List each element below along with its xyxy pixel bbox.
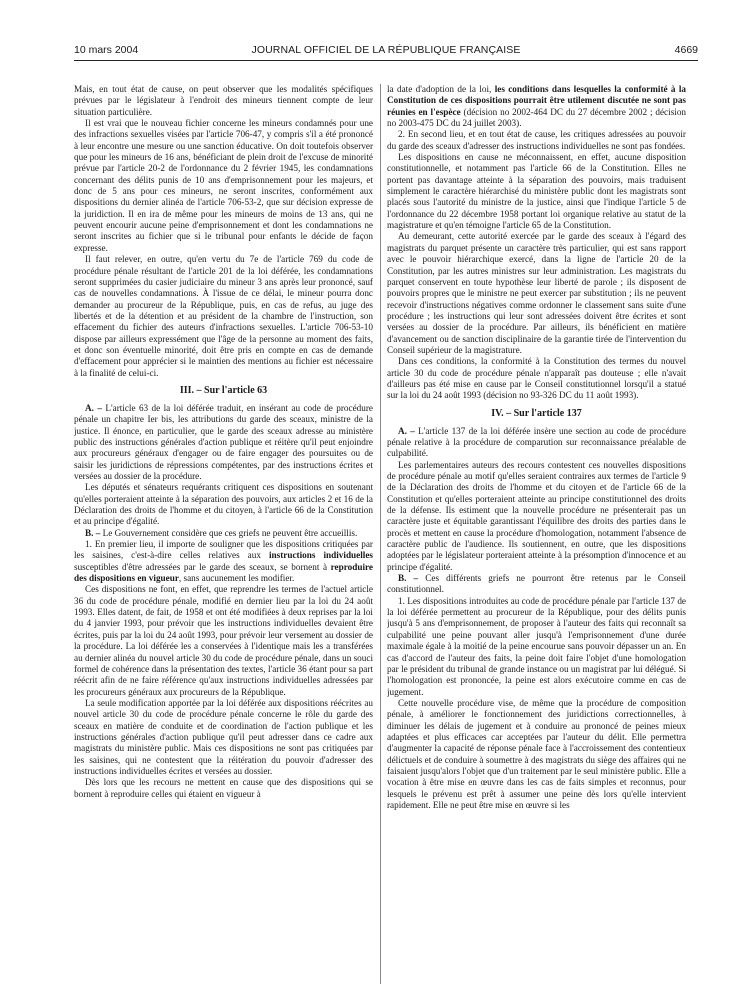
paragraph xyxy=(74,403,373,482)
paragraph-text: (décision no 2002-464 DC du 27 décembre 2002 ; décision no 2003-475 DC du 24 juillet 2003). xyxy=(387,106,686,129)
paragraph-lead: A. – xyxy=(85,402,102,413)
paragraph-lead: B. – xyxy=(398,573,419,584)
paragraph: Les dispositions en cause ne méconnaissent, en effet, aucune disposition constitutionnelle, et notamment pas l'article 66 de la Constitution. Elles ne portent pas davantage atteinte à la séparation des pouvoirs, mais traduisent simplement le caractère hiérarchisé du ministère public dont les magistrats sont placés sous l'autorité du ministre de la justice, ainsi que l'indique l'article 5 de l'ordonnance du 22 décembre 1958 portant loi organique relative au statut de la magistrature et qu'en témoigne l'article 65 de la Constitution. xyxy=(387,152,686,231)
paragraph: Il est vrai que le nouveau fichier concerne les mineurs condamnés pour une des infractions sexuelles visées par l'article 706-47, y compris s'il a été prononcé à leur encontre une mesure ou une sanction éducative. On doit toutefois observer que pour les mineurs de 16 ans, bénéficiant de plein droit de l'excuse de minorité prévue par l'article 20-2 de l'ordonnance du 2 février 1945, les condamnations concernant des délits punis de 10 ans d'emprisonnement pour les majeurs, et donc de 5 ans pour ces mineurs, ne seront inscrites, conformément aux dispositions du dernier alinéa de l'article 706-53-2, que sur décision expresse de la juridiction. Il en ira de même pour les mineurs de moins de 13 ans, qui ne peuvent encourir aucune peine d'emprisonnement et dont les condamnations ne seront inscrites au fichier que si le tribunal pour enfants le décide de façon expresse. xyxy=(74,118,373,253)
paragraph-text: susceptibles d'être adressées par le garde des sceaux, se bornent à xyxy=(74,561,331,572)
paragraph: Dès lors que les recours ne mettent en cause que des dispositions qui se bornent à reproduire celles qui étaient en vigueur à xyxy=(74,777,373,799)
column-divider xyxy=(380,84,381,984)
paragraph: Dans ces conditions, la conformité à la Constitution des termes du nouvel article 30 du code de procédure pénale n'apparaît pas douteuse ; elle n'avait d'ailleurs pas été mise en cause par le Conseil constitutionnel lorsqu'il a statué sur la loi du 24 août 1993 (décision no 93-326 DC du 11 août 1993). xyxy=(387,356,686,401)
paragraph xyxy=(74,528,373,539)
paragraph: 1. Les dispositions introduites au code de procédure pénale par l'article 137 de la loi déférée permettent au procureur de la République, pour des délits punis jusqu'à 5 ans d'emprisonnement, de proposer à l'auteur des faits qui reconnaît sa culpabilité une peine pouvant aller jusqu'à l'emprisonnement d'une durée maximale égale à la moitié de la peine encourue sans pouvoir dépasser un an. En cas d'accord de l'auteur des faits, la peine doit faire l'objet d'une homologation par le président du tribunal de grande instance ou un magistrat par lui délégué. Si l'homologation est prononcée, la peine est alors exécutoire comme en cas de jugement. xyxy=(387,595,686,697)
paragraph-text: Ces différents griefs ne pourront être retenus par le Conseil constitutionnel. xyxy=(387,573,686,595)
paragraph xyxy=(387,84,686,129)
right-column xyxy=(387,84,686,984)
section-heading: IV. – Sur l'article 137 xyxy=(491,407,582,419)
bold-text: instructions individuelles xyxy=(268,550,373,561)
paragraph: Cette nouvelle procédure vise, de même que la procédure de composition pénale, à améliorer le fonctionnement des juridictions correctionnelles, à diminuer les délais de jugement et à conduire au prononcé de peines mieux adaptées et plus efficaces car acceptées par l'auteur du délit. Elle permettra d'augmenter la capacité de réponse pénale face à l'accroissement des contentieux délictuels et de conduire à soumettre à des magistrats du siège des affaires qui ne faisaient jusqu'alors l'objet que d'un traitement par le seul ministère public. Elle a vocation à être mise en œuvre dans les cas de faits simples et reconnus, pour lesquels le prévenu est prêt à assumer une peine dès lors qu'elle intervient rapidement. Elle ne peut être mise en œuvre si les xyxy=(387,697,686,810)
page-number: 4669 xyxy=(674,44,698,56)
paragraph xyxy=(74,539,373,584)
bold-text: reproduire des dispositions en vigueur xyxy=(74,561,373,584)
paragraph-text: , sans aucunement les modifier. xyxy=(178,573,295,584)
page-header xyxy=(74,44,698,58)
journal-title: JOURNAL OFFICIEL DE LA RÉPUBLIQUE FRANÇAISE xyxy=(251,44,521,56)
paragraph: Ces dispositions ne font, en effet, que reprendre les termes de l'actuel article 36 du code de procédure pénale, modifié en dernier lieu par la loi du 24 août 1993. Elles datent, de fait, de 1958 et ont été modifiées à deux reprises par la loi du 4 janvier 1993, pour prévoir que les instructions individuelles devaient être écrites, puis par la loi du 24 août 1993, pour prévoir leur versement au dossier de la procédure. La loi déférée les a conservées à l'identique mais les a transférées au dernier alinéa du nouvel article 30 du code de procédure pénale, dans un souci formel de cohérence dans la présentation des textes, l'article 36 étant pour sa part réécrit afin de ne faire référence qu'aux instructions individuelles adressées par les procureurs généraux aux procureurs de la République. xyxy=(74,584,373,697)
paragraph-text: Le Gouvernement considère que ces griefs ne peuvent être accueillis. xyxy=(100,527,358,538)
paragraph: Mais, en tout état de cause, on peut observer que les modalités spécifiques prévues par le législateur à l'endroit des mineurs tiennent compte de leur situation particulière. xyxy=(74,84,373,117)
paragraph: La seule modification apportée par la loi déférée aux dispositions réécrites au nouvel article 30 du code de procédure pénale concerne le rôle du garde des sceaux en matière de conduite et de coordination de l'action publique et les instructions générales d'action publique qu'il peut adresser dans ce cadre aux magistrats du ministère public. Mais ces dispositions ne sont pas critiquées par les saisines, qui ne contestent que la réitération du pouvoir d'adresser des instructions individuelles écrites et versées au dossier. xyxy=(74,697,373,776)
paragraph-text: la date d'adoption de la loi, xyxy=(387,84,495,94)
paragraph: 2. En second lieu, et en tout état de cause, les critiques adressées au pouvoir du garde des sceaux d'adresser des instructions individuelles ne sont pas fondées. xyxy=(387,129,686,151)
paragraph: Il faut relever, en outre, qu'en vertu du 7e de l'article 769 du code de procédure pénale résultant de l'article 201 de la loi déférée, les condamnations seront supprimées du casier judiciaire du mineur 3 ans après leur prononcé, sauf cas de nouvelles condamnations. À l'issue de ce délai, le mineur pourra donc demander au procureur de la République, puis, en cas de refus, au juge des libertés et de la détention et au président de la chambre de l'instruction, son effacement du fichier des auteurs d'infractions sexuelles. L'article 706-53-10 dispose par ailleurs expressément que l'âge de la personne au moment des faits, et donc son éventuelle minorité, doit être pris en compte en cas de demande d'effacement pour apprécier si le maintien des mentions au fichier est nécessaire à la finalité de celui-ci. xyxy=(74,254,373,378)
paragraph: Au demeurant, cette autorité exercée par le garde des sceaux à l'égard des magistrats du parquet présente un caractère très particulier, qui est sans rapport avec le pouvoir hiérarchique exercé, dans la ligne de l'article 20 de la Constitution, par les autres ministres sur leur administration. Les magistrats du parquet conservent en toute hypothèse leur liberté de parole ; ils disposent de pouvoirs propres que le ministre ne peut exercer par substitution ; ils ne peuvent recevoir d'instructions négatives comme ordonner le classement sans suite d'une procédure ; les instructions qui leur sont adressées doivent être écrites et sont versées au dossier de la procédure. Par ailleurs, ils bénéficient en matière d'avancement ou de sanction disciplinaire de la garantie tirée de l'intervention du Conseil supérieur de la magistrature. xyxy=(387,231,686,355)
left-column xyxy=(74,84,373,984)
paragraph-lead: B. – xyxy=(85,527,101,538)
header-date: 10 mars 2004 xyxy=(74,44,139,56)
paragraph-text: 1. En premier lieu, il importe de souligner que les dispositions critiquées par les saisines, c'est-à-dire celles relatives aux xyxy=(74,539,373,561)
paragraph xyxy=(387,426,686,460)
paragraph: Les députés et sénateurs requérants critiquent ces dispositions en soutenant qu'elles porteraient atteinte à la séparation des pouvoirs, aux articles 2 et 16 de la Déclaration des droits de l'homme et du citoyen, à l'article 66 de la Constitution et au principe d'égalité. xyxy=(74,482,373,527)
bold-text: les conditions dans lesquelles la conformité à la Constitution de ces dispositions pourrait être utilement discutée ne sont pas réunies en l'espèce xyxy=(387,84,686,117)
paragraph: Les parlementaires auteurs des recours contestent ces nouvelles dispositions de procédure pénale au motif qu'elles seraient contraires aux termes de l'article 9 de la Déclaration des droits de l'homme et du citoyen et de l'article 66 de la Constitution et qu'elles porteraient atteinte au principe constitutionnel des droits de la défense. Ils estiment que la nouvelle procédure ne présenterait pas un caractère juste et équitable garantissant l'équilibre des droits des parties dans le procès et mettent en cause la procédure d'homologation, notamment l'absence de caractère public de l'audience. Ils soutiennent, en outre, que les dispositions adoptées par le législateur porteraient atteinte à la présomption d'innocence et au principe d'égalité. xyxy=(387,459,686,572)
paragraph-text: L'article 137 de la loi déférée insère une section au code de procédure pénale relative à la procédure de comparution sur reconnaissance préalable de culpabilité. xyxy=(387,425,686,459)
paragraph xyxy=(387,573,686,596)
header-rule xyxy=(74,60,698,61)
paragraph-lead: A. – xyxy=(398,425,415,436)
paragraph-text: L'article 63 de la loi déférée traduit, en insérant au code de procédure pénale un chapitre Ier bis, les attributions du garde des sceaux, ministre de la justice. Il énonce, en particulier, que le garde des sceaux adresse au ministère public des instructions générales d'action publique et réitère qu'il peut enjoindre aux procureurs généraux d'engager ou de faire engager des poursuites ou de saisir les juridictions de répressions compétentes, par des instructions écrites et versées au dossier de la procédure. xyxy=(74,402,373,481)
section-heading: III. – Sur l'article 63 xyxy=(179,384,268,396)
